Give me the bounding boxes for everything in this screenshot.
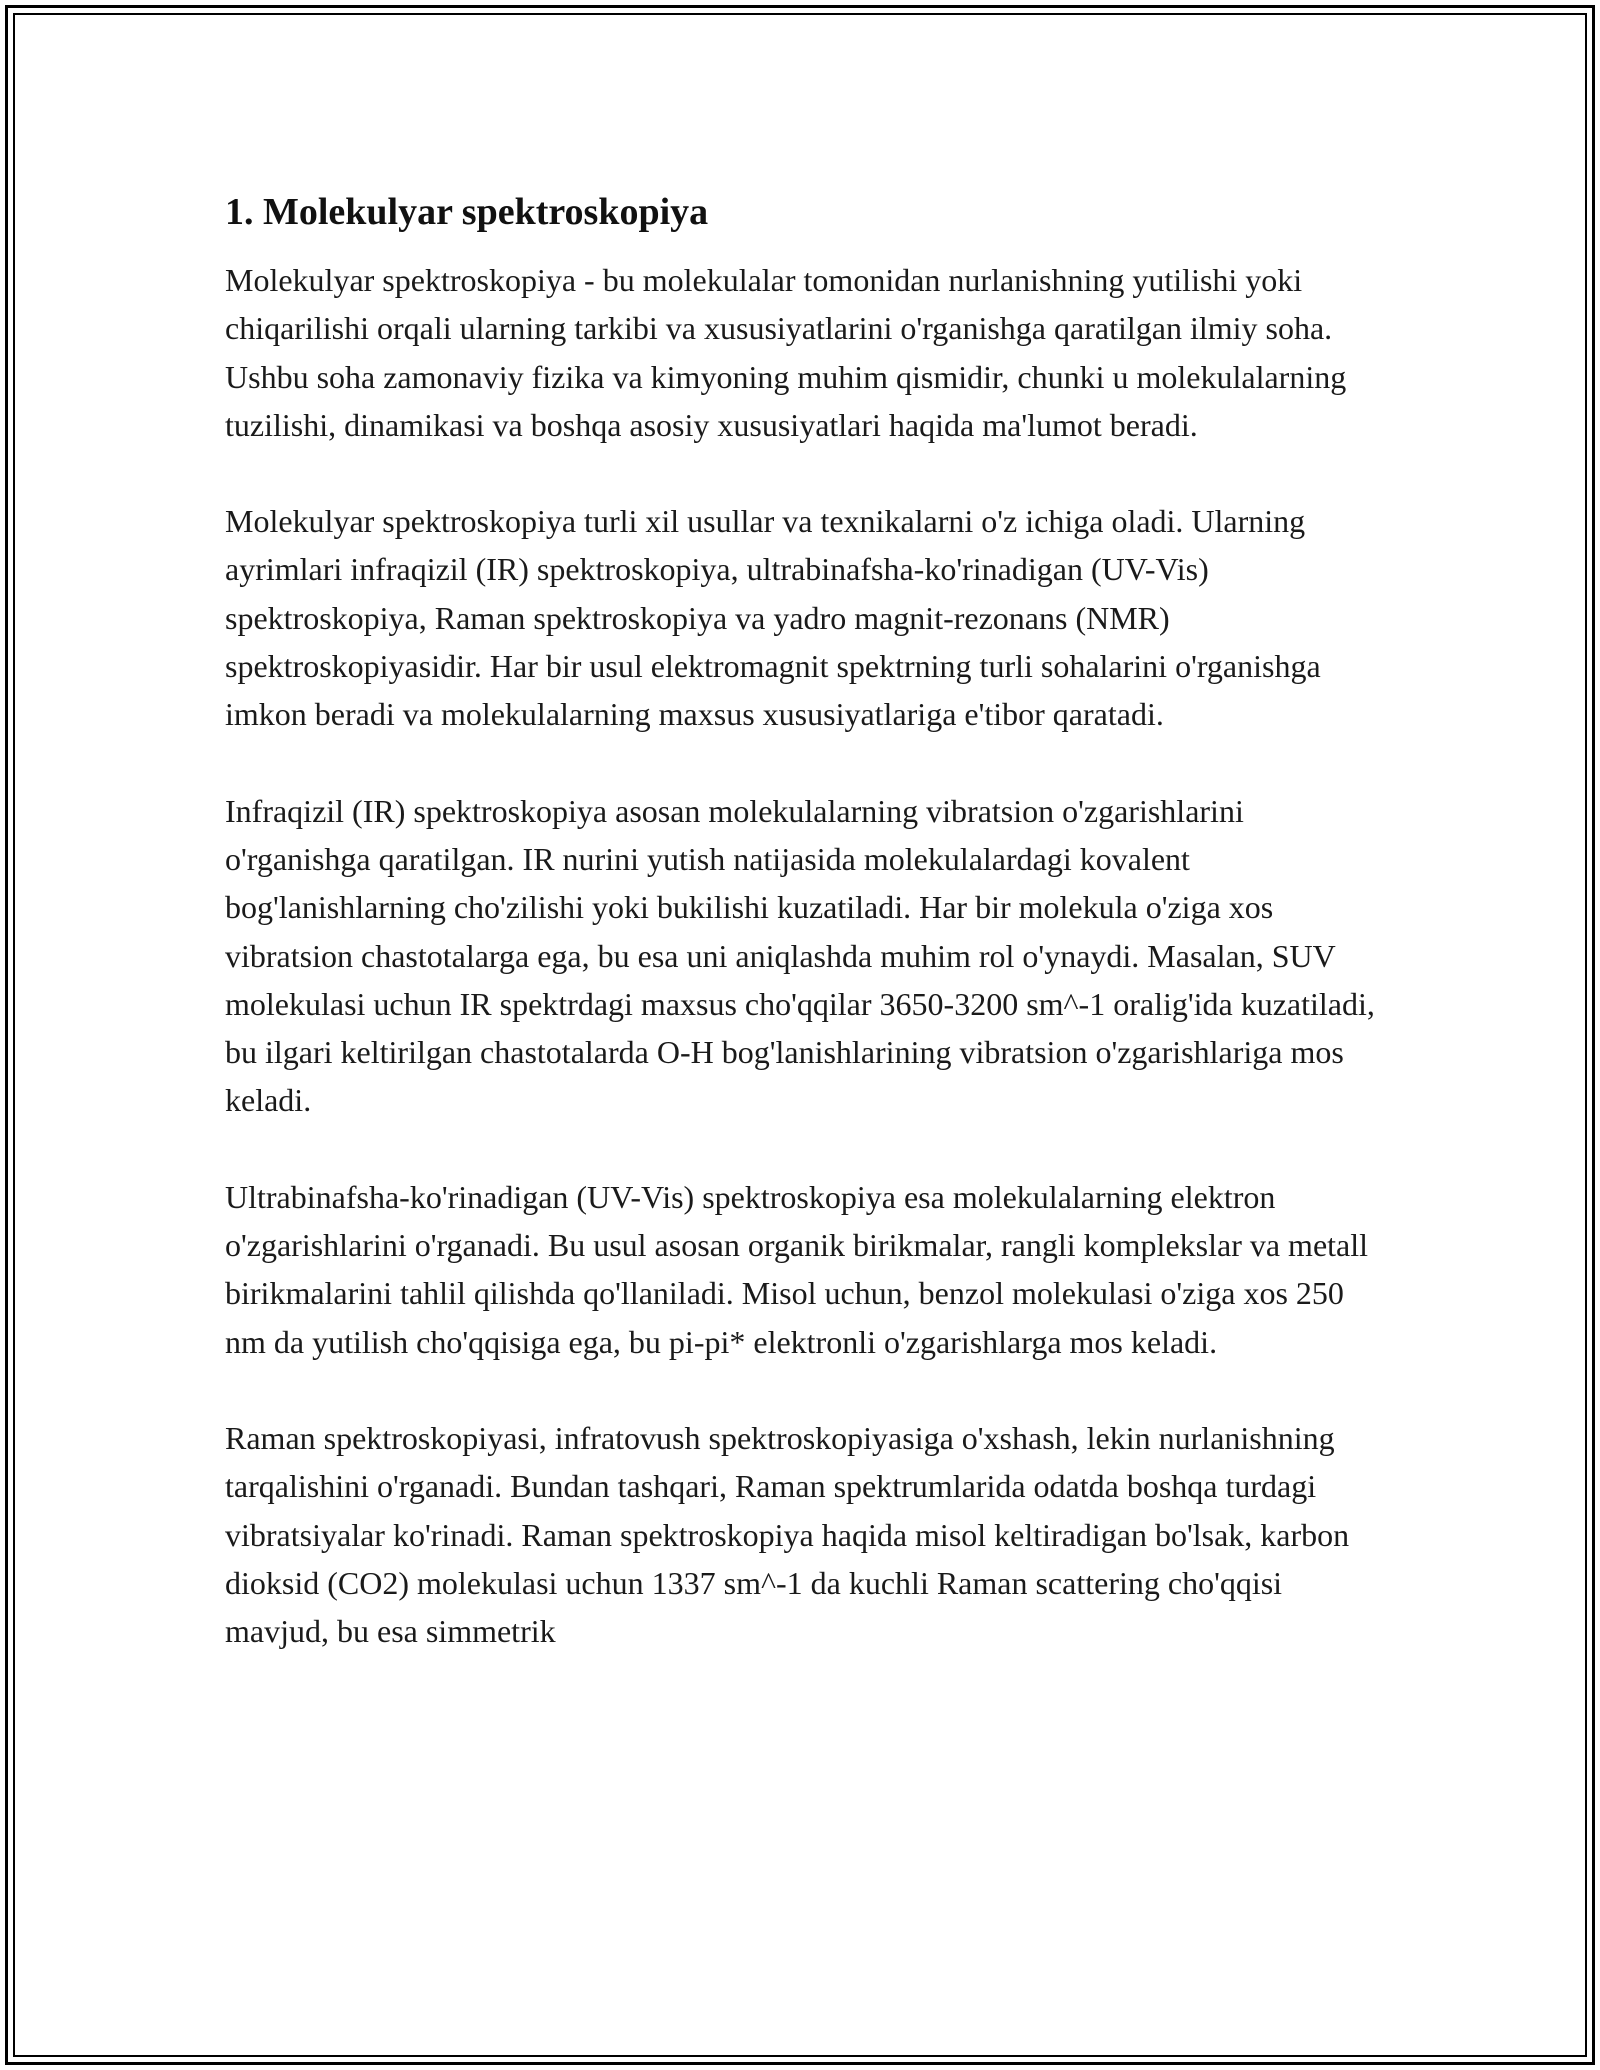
paragraph-intro: Molekulyar spektroskopiya - bu molekulalar tomonidan nurlanishning yutilishi yoki chiqarilishi orqali ularning tarkibi va xususiyatlarini o'rganishga qaratilgan ilmiy soha. Ushbu soha zamonaviy fizika va kimyoning muhim qismidir, chunki u molekulalarning tuzilishi, dinamikasi va boshqa asosiy xususiyatlari haqida ma'lumot beradi. — [225, 262, 1347, 443]
section-heading: 1. Molekulyar spektroskopiya — [225, 191, 709, 233]
document-body — [225, 188, 1375, 1703]
paragraph-ir: Infraqizil (IR) spektroskopiya asosan molekulalarning vibratsion o'zgarishlarini o'rganishga qaratilgan. IR nurini yutish natijasida molekulalardagi kovalent bog'lanishlarning cho'zilishi yoki bukilishi kuzatiladi. Har bir molekula o'ziga xos vibratsion chastotalarga ega, bu esa uni aniqlashda muhim rol o'ynaydi. Masalan, SUV molekulasi uchun IR spektrdagi maxsus cho'qqilar 3650-3200 sm^-1 oralig'ida kuzatiladi, bu ilgari keltirilgan chastotalarda O-H bog'lanishlarining vibratsion o'zgarishlariga mos keladi. — [225, 792, 1375, 1119]
paragraph-uv-vis: Ultrabinafsha-ko'rinadigan (UV-Vis) spektroskopiya esa molekulalarning elektron o'zgarishlarini o'rganadi. Bu usul asosan organik birikmalar, rangli komplekslar va metall birikmalarini tahlil qilishda qo'llaniladi. Misol uchun, benzol molekulasi o'ziga xos 250 nm da yutilish cho'qqisiga ega, bu pi-pi* elektronli o'zgarishlarga mos keladi. — [225, 1178, 1369, 1360]
paragraph-methods: Molekulyar spektroskopiya turli xil usullar va texnikalarni o'z ichiga oladi. Ularning ayrimlari infraqizil (IR) spektroskopiya, ultrabinafsha-ko'rinadigan (UV-Vis) spektroskopiya, Raman spektroskopiya va yadro magnit-rezonans (NMR) spektroskopiyasidir. Har bir usul elektromagnit spektrning turli sohalarini o'rganishga imkon beradi va molekulalarning maxsus xususiyatlariga e'tibor qaratadi. — [225, 503, 1321, 733]
paragraph-raman: Raman spektroskopiyasi, infratovush spektroskopiyasiga o'xshash, lekin nurlanishning tarqalishini o'rganadi. Bundan tashqari, Raman spektrumlarida odatda boshqa turdagi vibratsiyalar ko'rinadi. Raman spektroskopiya haqida misol keltiradigan bo'lsak, karbon dioksid (CO2) molekulasi uchun 1337 sm^-1 da kuchli Raman scattering cho'qqisi mavjud, bu esa simmetrik — [225, 1419, 1350, 1650]
